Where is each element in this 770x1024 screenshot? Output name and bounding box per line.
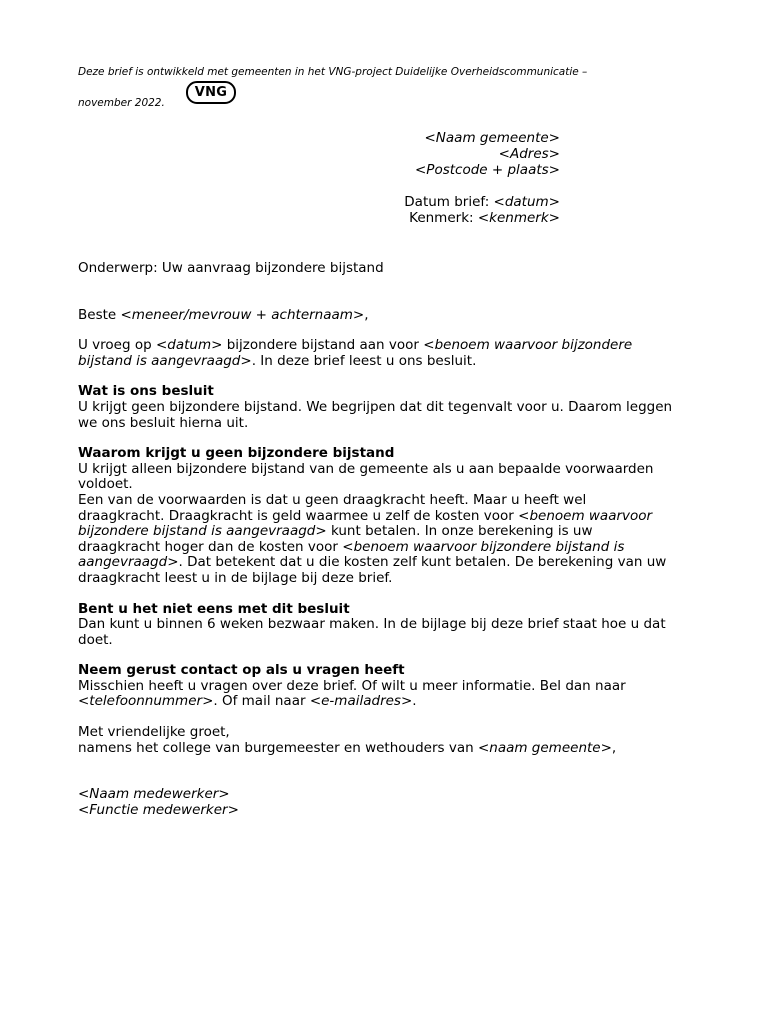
reference-label: Kenmerk:	[409, 210, 478, 226]
header-note-line2: november 2022.	[78, 97, 165, 109]
letter-reference	[404, 210, 560, 226]
paragraph-contact: Misschien heeft u vragen over deze brief. Of wilt u meer informatie. Bel dan naar <telefoonnummer>. Of mail naar <e-mailadres>.	[78, 677, 626, 710]
paragraph-besluit: U krijgt geen bijzondere bijstand. We begrijpen dat dit tegenvalt voor u. Daarom leggen we ons besluit hierna uit.	[78, 398, 673, 431]
recipient-postcode: <Postcode + plaats>	[415, 162, 560, 178]
vng-logo: VNG	[186, 81, 236, 104]
heading-besluit: Wat is ons besluit	[78, 383, 214, 400]
heading-contact: Neem gerust contact op als u vragen heeft	[78, 662, 405, 679]
letter-date	[404, 194, 560, 210]
paragraph-draagkracht: Een van de voorwaarden is dat u geen draagkracht heeft. Maar u heeft wel draagkracht. Draagkracht is geld waarmee u zelf de kosten voor <benoem waarvoor bijzondere bijstand is aangevraagd> kunt betalen. In onze berekening is uw draagkracht hoger dan de kosten voor <benoem waarvoor bijzondere bijstand is aangevraagd>. Dat betekent dat u die kosten zelf kunt betalen. De berekening van uw draagkracht leest u in de bijlage bij deze brief.	[78, 491, 667, 586]
salutation: Beste <meneer/mevrouw + achternaam>,	[78, 306, 369, 323]
closing-namens: namens het college van burgemeester en wethouders van <naam gemeente>,	[78, 739, 617, 756]
date-label: Datum brief:	[404, 194, 494, 210]
signature-function: <Functie medewerker>	[78, 801, 239, 818]
header-note-line1: Deze brief is ontwikkeld met gemeenten in het VNG-project Duidelijke Overheidscommunicatie –	[78, 66, 588, 78]
signature-name: <Naam medewerker>	[78, 786, 230, 803]
paragraph-bezwaar: Dan kunt u binnen 6 weken bezwaar maken. In de bijlage bij deze brief staat hoe u dat doet.	[78, 616, 666, 648]
letter-body	[78, 261, 673, 818]
intro-paragraph: U vroeg op <datum> bijzondere bijstand aan voor <benoem waarvoor bijzondere bijstand is aangevraagd>. In deze brief leest u ons besluit.	[78, 337, 633, 369]
recipient-name: <Naam gemeente>	[424, 130, 560, 146]
date-value: <datum>	[493, 194, 560, 210]
recipient-block	[404, 130, 560, 226]
subject-line: Onderwerp: Uw aanvraag bijzondere bijstand	[78, 260, 384, 276]
paragraph-voorwaarden: U krijgt alleen bijzondere bijstand van de gemeente als u aan bepaalde voorwaarden voldoet.	[78, 460, 654, 493]
heading-waarom: Waarom krijgt u geen bijzondere bijstand	[78, 445, 395, 462]
reference-value: <kenmerk>	[477, 210, 560, 226]
closing-greeting: Met vriendelijke groet,	[78, 724, 230, 741]
heading-bezwaar: Bent u het niet eens met dit besluit	[78, 600, 350, 617]
recipient-address: <Adres>	[498, 146, 560, 162]
